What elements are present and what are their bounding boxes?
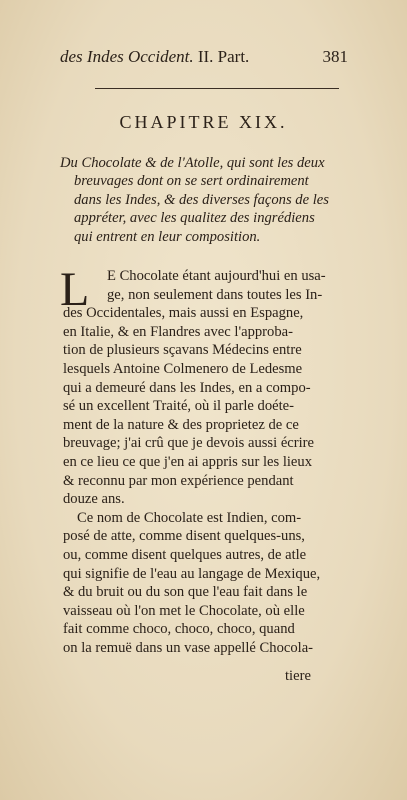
- paragraph2-line: & du bruit ou du son que l'eau fait dans le: [63, 584, 308, 601]
- page-number: 381: [322, 47, 348, 66]
- running-head-title-text: des Indes Occident.: [60, 47, 194, 66]
- summary-line: breuvages dont on se sert ordinairement: [74, 173, 309, 190]
- drop-cap: L: [60, 263, 90, 316]
- paragraph2-line: posé de atte, comme disent quelques-uns,: [63, 528, 305, 545]
- paragraph2-line: qui signifie de l'eau au langage de Mexique,: [63, 565, 321, 582]
- running-head-title: [60, 46, 249, 68]
- paragraph1-line: en ce lieu ce que j'en ai appris sur les lieux: [63, 453, 313, 470]
- header-rule: [95, 88, 339, 89]
- paragraph2-line: Ce nom de Chocolate est Indien, com-: [77, 509, 302, 526]
- paragraph1-line: douze ans.: [63, 491, 125, 508]
- paragraph1-line: en Italie, & en Flandres avec l'approba-: [63, 323, 293, 340]
- paragraph1-line: sé un excellent Traité, où il parle doéte-: [63, 398, 294, 415]
- paragraph1-line: lesquels Antoine Colmenero de Ledesme: [63, 360, 303, 377]
- paragraph1-line: tion de plusieurs sçavans Médecins entre: [63, 342, 302, 359]
- paragraph1-line: breuvage; j'ai crû que je devois aussi écrire: [63, 435, 315, 452]
- paragraph1-line: E Chocolate étant aujourd'hui en usa-: [107, 268, 326, 284]
- summary-line: dans les Indes, & des diverses façons de les: [74, 191, 329, 208]
- paragraph2-line: on la remuë dans un vase appellé Chocola-: [63, 639, 314, 656]
- summary-line: appréter, avec les qualitez des ingrédiens: [74, 210, 315, 227]
- summary-line: Du Chocolate & de l'Atolle, qui sont les deux: [60, 155, 325, 171]
- paragraph1-line: qui a demeuré dans les Indes, en a compo-: [63, 379, 311, 396]
- running-head: [60, 46, 348, 68]
- body-text: [63, 267, 348, 657]
- paragraph2-line: fait comme choco, choco, choco, quand: [63, 621, 295, 638]
- chapter-summary: [60, 154, 348, 246]
- paragraph1-line: ge, non seulement dans toutes les In-: [107, 286, 323, 303]
- chapter-heading: CHAPITRE XIX.: [119, 112, 288, 132]
- paragraph2-line: ou, comme disent quelques autres, de atle: [63, 546, 307, 563]
- summary-line: qui entrent en leur composition.: [74, 228, 261, 245]
- paragraph1-line: des Occidentales, mais aussi en Espagne,: [63, 305, 304, 322]
- paragraph1-line: & reconnu par mon expérience pendant: [63, 472, 294, 489]
- paragraph1-line: ment de la nature & des proprietez de ce: [63, 416, 299, 433]
- running-head-part: II. Part.: [197, 47, 250, 66]
- paragraph2-line: vaisseau où l'on met le Chocolate, où elle: [63, 602, 305, 619]
- catchword: tiere: [285, 668, 311, 684]
